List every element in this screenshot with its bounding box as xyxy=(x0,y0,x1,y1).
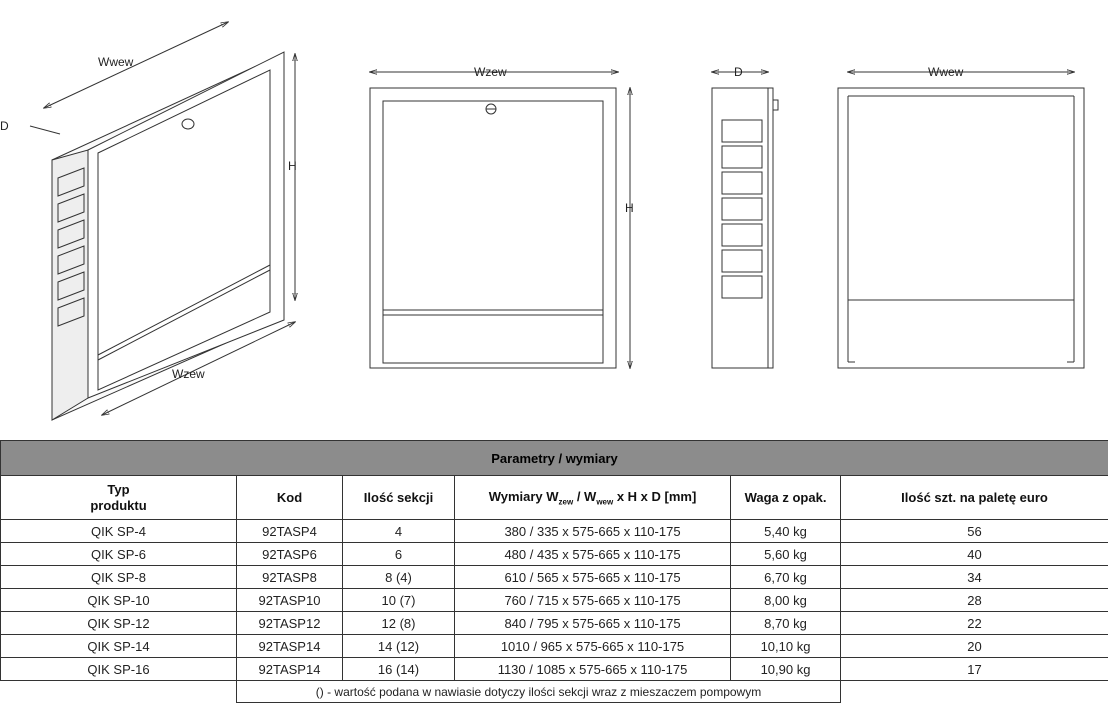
table-title-row xyxy=(1,441,1108,476)
label-d-iso: D xyxy=(0,119,9,133)
table-row xyxy=(1,543,1108,566)
cell-paleta: 17 xyxy=(841,658,1108,681)
header-sekcje: Ilość sekcji xyxy=(343,476,455,520)
header-kod: Kod xyxy=(237,476,343,520)
table-header-row xyxy=(1,476,1108,520)
table-row xyxy=(1,520,1108,543)
front-view xyxy=(370,72,630,368)
cell-waga: 10,10 kg xyxy=(731,635,841,658)
inner-view xyxy=(838,72,1084,368)
label-wwew-back: Wwew xyxy=(928,65,964,79)
cell-sekcje: 4 xyxy=(343,520,455,543)
cell-kod: 92TASP10 xyxy=(237,589,343,612)
cell-typ: QIK SP-4 xyxy=(1,520,237,543)
label-h-front: H xyxy=(625,201,634,215)
table-row xyxy=(1,612,1108,635)
cell-waga: 8,70 kg xyxy=(731,612,841,635)
spec-table xyxy=(0,440,1108,703)
cell-waga: 5,60 kg xyxy=(731,543,841,566)
cell-kod: 92TASP8 xyxy=(237,566,343,589)
cell-kod: 92TASP6 xyxy=(237,543,343,566)
isometric-view xyxy=(30,22,295,420)
cell-waga: 5,40 kg xyxy=(731,520,841,543)
cell-wymiary: 380 / 335 x 575-665 x 110-175 xyxy=(455,520,731,543)
cell-paleta: 28 xyxy=(841,589,1108,612)
table-note: () - wartość podana w nawiasie dotyczy ilości sekcji wraz z mieszaczem pompowym xyxy=(237,681,841,703)
cell-kod: 92TASP12 xyxy=(237,612,343,635)
header-wymiary xyxy=(455,476,731,520)
table-row xyxy=(1,635,1108,658)
label-d-side: D xyxy=(734,65,743,79)
cell-waga: 10,90 kg xyxy=(731,658,841,681)
header-wym-sub2: wew xyxy=(596,497,614,507)
cell-wymiary: 840 / 795 x 575-665 x 110-175 xyxy=(455,612,731,635)
label-wwew-iso: Wwew xyxy=(98,55,134,69)
cell-typ: QIK SP-6 xyxy=(1,543,237,566)
cell-kod: 92TASP14 xyxy=(237,658,343,681)
cell-kod: 92TASP14 xyxy=(237,635,343,658)
cell-kod: 92TASP4 xyxy=(237,520,343,543)
table-row xyxy=(1,658,1108,681)
header-wym-sub1: zew xyxy=(558,497,574,507)
cell-typ: QIK SP-14 xyxy=(1,635,237,658)
header-waga: Waga z opak. xyxy=(731,476,841,520)
label-wzew-iso: Wzew xyxy=(172,367,205,381)
table-note-row xyxy=(1,681,1108,703)
side-view xyxy=(712,72,778,368)
header-typ-line2: produktu xyxy=(90,497,147,513)
cell-wymiary: 480 / 435 x 575-665 x 110-175 xyxy=(455,543,731,566)
note-blank-cell xyxy=(1,681,237,703)
cell-typ: QIK SP-12 xyxy=(1,612,237,635)
cell-sekcje: 14 (12) xyxy=(343,635,455,658)
header-wym-prefix: Wymiary W xyxy=(488,488,559,504)
table-title: Parametry / wymiary xyxy=(1,441,1108,476)
header-wym-mid: / W xyxy=(573,488,597,504)
cell-sekcje: 16 (14) xyxy=(343,658,455,681)
cell-wymiary: 610 / 565 x 575-665 x 110-175 xyxy=(455,566,731,589)
table-body xyxy=(1,520,1108,681)
cell-wymiary: 760 / 715 x 575-665 x 110-175 xyxy=(455,589,731,612)
table-row xyxy=(1,566,1108,589)
cell-paleta: 20 xyxy=(841,635,1108,658)
cell-paleta: 34 xyxy=(841,566,1108,589)
cell-paleta: 56 xyxy=(841,520,1108,543)
label-wzew-front: Wzew xyxy=(474,65,507,79)
cell-waga: 8,00 kg xyxy=(731,589,841,612)
header-typ xyxy=(1,476,237,520)
header-wym-suffix: x H x D [mm] xyxy=(613,488,697,504)
cell-sekcje: 12 (8) xyxy=(343,612,455,635)
note-blank-cell-right xyxy=(841,681,1108,703)
cell-typ: QIK SP-8 xyxy=(1,566,237,589)
cell-sekcje: 10 (7) xyxy=(343,589,455,612)
cell-wymiary: 1010 / 965 x 575-665 x 110-175 xyxy=(455,635,731,658)
cell-typ: QIK SP-16 xyxy=(1,658,237,681)
cell-wymiary: 1130 / 1085 x 575-665 x 110-175 xyxy=(455,658,731,681)
cell-waga: 6,70 kg xyxy=(731,566,841,589)
cell-paleta: 40 xyxy=(841,543,1108,566)
cell-sekcje: 8 (4) xyxy=(343,566,455,589)
header-paleta: Ilość szt. na paletę euro xyxy=(841,476,1108,520)
table-row xyxy=(1,589,1108,612)
cell-typ: QIK SP-10 xyxy=(1,589,237,612)
cell-sekcje: 6 xyxy=(343,543,455,566)
header-typ-line1: Typ xyxy=(107,481,130,497)
cell-paleta: 22 xyxy=(841,612,1108,635)
label-h-iso: H xyxy=(288,159,297,173)
